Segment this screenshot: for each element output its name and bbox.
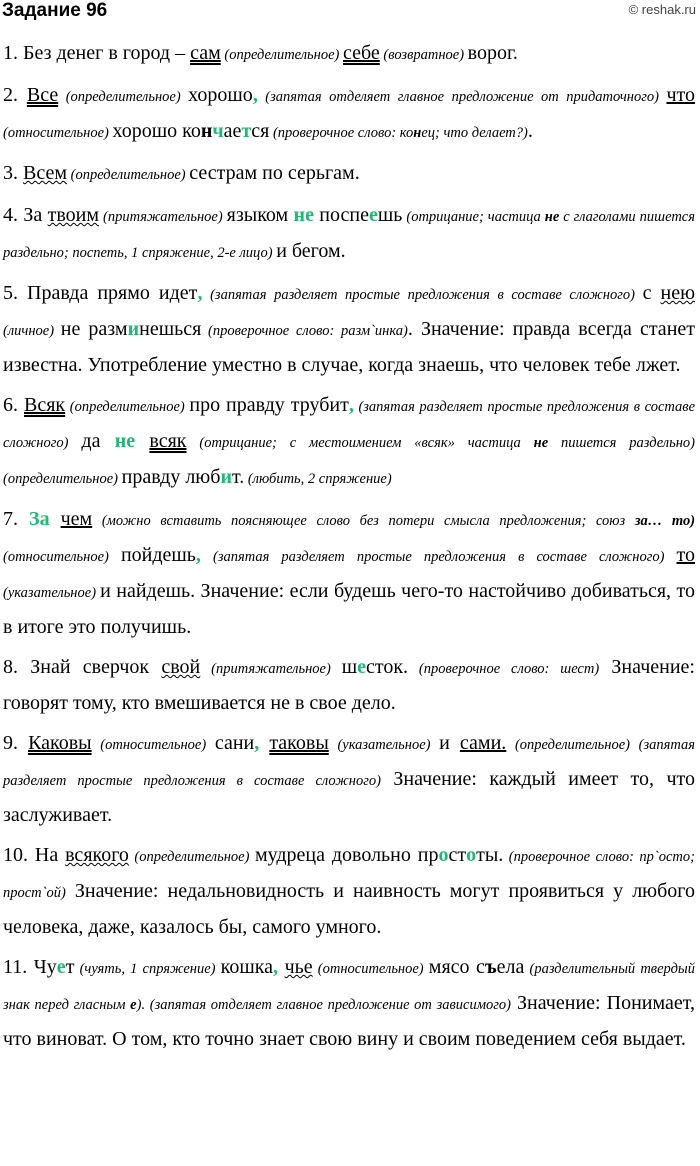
text-fragment: (личное) — [3, 323, 61, 339]
text-fragment: и — [127, 318, 140, 340]
text-fragment: не — [544, 209, 560, 225]
text-fragment: . Значение: правда всегда станет известна. Употребление уместно в случае, когда знаешь, что человек тебе лжет. — [3, 318, 696, 376]
text-fragment: Всем — [23, 162, 67, 184]
text-fragment: с — [642, 282, 661, 304]
text-fragment: 7. — [3, 508, 30, 530]
text-fragment: (отрицание; частица — [402, 209, 545, 225]
text-fragment — [50, 508, 61, 530]
answer-item-2 — [3, 78, 695, 150]
text-fragment: 6. — [3, 394, 24, 416]
text-fragment: 11. Чу — [3, 956, 57, 978]
text-fragment: (чуять, 1 спряжение) — [74, 961, 221, 977]
text-fragment: (возвратное) — [379, 47, 468, 63]
text-fragment: и — [439, 732, 460, 754]
text-fragment: Значение: каждый имеет то, что заслуживает. — [3, 768, 695, 826]
text-fragment: т — [65, 956, 75, 978]
text-fragment: свой — [161, 656, 201, 678]
text-fragment: за… то) — [634, 513, 696, 529]
text-fragment: 8. Знай сверчок — [3, 656, 162, 678]
text-fragment: правду люб — [121, 466, 221, 488]
text-fragment: 4. За — [3, 204, 48, 226]
text-fragment: (относительное) — [3, 125, 113, 141]
text-fragment: ся — [251, 120, 270, 142]
text-fragment: (проверочное слово: разм`инка) — [201, 323, 408, 339]
text-fragment: и — [220, 466, 232, 488]
text-fragment: (запятая разделяет простые предложения в составе сложного) — [202, 287, 643, 303]
text-fragment: (определительное) — [128, 849, 255, 865]
text-fragment: языком — [226, 204, 294, 226]
text-fragment: твоим — [47, 204, 100, 226]
text-fragment: (отрицание; с местоимением «всяк» частица — [186, 435, 534, 451]
text-fragment: т. — [231, 466, 245, 488]
text-fragment: Всяк — [24, 394, 66, 416]
text-fragment: и бегом. — [276, 240, 346, 262]
text-fragment: (относительное) — [91, 737, 215, 753]
text-fragment: ела — [496, 956, 525, 978]
text-fragment: 9. — [3, 732, 29, 754]
task-title: Задание 96 — [2, 0, 108, 21]
text-fragment: , — [195, 544, 201, 566]
text-fragment: себе — [343, 42, 380, 64]
answer-item-6 — [3, 388, 695, 496]
text-fragment: всяк — [149, 430, 187, 452]
text-fragment: . — [527, 120, 533, 142]
text-fragment: о — [438, 844, 449, 866]
text-fragment: , — [197, 282, 203, 304]
text-fragment: 1. Без денег в город – — [3, 42, 191, 64]
site-credit: © reshak.ru — [628, 2, 696, 17]
text-fragment: ворог. — [467, 42, 518, 64]
text-fragment: хорошо — [188, 84, 253, 106]
text-fragment: (притяжательное) — [200, 661, 342, 677]
text-fragment: 2. — [3, 84, 27, 106]
text-fragment — [259, 732, 269, 754]
text-fragment: , — [252, 84, 258, 106]
text-fragment: (определительное) — [65, 399, 190, 415]
text-fragment: ты. — [476, 844, 504, 866]
text-fragment: мясо с — [428, 956, 485, 978]
text-fragment: (определительное) — [220, 47, 343, 63]
text-fragment: что — [666, 84, 695, 106]
text-fragment: (запятая разделяет простые предложения в составе сложного) — [3, 399, 696, 451]
text-fragment: т — [241, 120, 252, 142]
text-fragment: (разделительный твердый знак перед гласным — [3, 961, 696, 1013]
text-fragment: и найдешь. Значение: если будешь чего-то настойчиво добиваться, то в итоге это получишь. — [3, 580, 695, 638]
text-fragment: , — [273, 956, 279, 978]
text-fragment: не — [114, 430, 136, 452]
text-fragment: да — [81, 430, 115, 452]
text-fragment: пишется раздельно) (определительное) — [3, 435, 695, 487]
answer-item-3 — [3, 156, 695, 192]
answer-item-10 — [3, 838, 695, 944]
text-fragment: (относительное) — [3, 549, 121, 565]
text-fragment: , — [254, 732, 260, 754]
text-fragment: 5. Правда прямо идет — [3, 282, 198, 304]
text-fragment: ец; что делает?) — [421, 125, 528, 141]
text-fragment: (проверочное слово: пр`осто; прост`ой) — [3, 849, 695, 901]
text-fragment: н — [413, 125, 422, 141]
text-fragment: с глаголами пишется раздельно; поспеть, 1 спряжение, 2-е лицо) — [3, 209, 695, 261]
text-fragment: ). (запятая отделяет главное предложение от зависимого) — [136, 997, 511, 1013]
text-fragment: сток. — [365, 656, 409, 678]
text-fragment: (можно вставить поясняющее слово без потери смысла предложения; союз — [92, 513, 635, 529]
text-fragment: ъ — [484, 956, 497, 978]
text-fragment: Значение: Понимает, что виноват. О том, кто точно знает свою вину и своим поведением себя выдает. — [3, 992, 695, 1050]
text-fragment: поспе — [313, 204, 369, 226]
text-fragment: (запятая отделяет главное предложение от придаточного) — [257, 89, 667, 105]
text-fragment: нешься — [139, 318, 202, 340]
page-header — [0, 0, 700, 28]
text-fragment: не — [533, 435, 549, 451]
text-fragment: (притяжательное) — [99, 209, 227, 225]
answer-list — [3, 36, 695, 1062]
text-fragment: (любить, 2 спряжение) — [244, 471, 392, 487]
text-fragment: (определительное) — [58, 89, 189, 105]
text-fragment: е — [130, 997, 137, 1013]
text-fragment: (проверочное слово: шест) — [408, 661, 600, 677]
text-fragment — [135, 430, 149, 452]
text-fragment: (определительное) — [67, 167, 190, 183]
text-fragment: 3. — [3, 162, 23, 184]
text-fragment: сами. — [459, 732, 507, 754]
text-fragment: таковы — [269, 732, 329, 754]
text-fragment: Все — [26, 84, 59, 106]
text-fragment: не — [293, 204, 314, 226]
answer-item-8 — [3, 650, 695, 720]
text-fragment: шь — [377, 204, 403, 226]
text-fragment: про правду трубит — [189, 394, 349, 416]
text-fragment: Каковы — [28, 732, 92, 754]
text-fragment: (указательное) — [3, 585, 101, 601]
answer-item-1 — [3, 36, 695, 72]
text-fragment: сам — [190, 42, 221, 64]
text-fragment: Значение: недальновидность и наивность могут проявиться у любого человека, даже, казалось бы, самого умного. — [3, 880, 695, 938]
text-fragment: е — [357, 656, 366, 678]
text-fragment: (проверочное слово: ко — [269, 125, 414, 141]
text-fragment: мудреца довольно пр — [254, 844, 439, 866]
text-fragment: сани — [214, 732, 255, 754]
text-fragment: чем — [60, 508, 93, 530]
text-fragment: всякого — [65, 844, 129, 866]
text-fragment: (относительное) — [312, 961, 429, 977]
text-fragment: чье — [284, 956, 313, 978]
answer-item-4 — [3, 198, 695, 270]
text-fragment: (указательное) — [328, 737, 440, 753]
text-fragment: ч — [212, 120, 224, 142]
text-fragment: (определительное) (запятая разделяет простые предложения в составе сложного) — [3, 737, 696, 789]
text-fragment: е — [56, 956, 66, 978]
text-fragment: не разм — [60, 318, 128, 340]
text-fragment: ст — [448, 844, 467, 866]
text-fragment: нею — [660, 282, 696, 304]
text-fragment: пойдешь — [120, 544, 196, 566]
text-fragment: 10. На — [3, 844, 66, 866]
answer-item-9 — [3, 726, 695, 832]
text-fragment: ш — [341, 656, 358, 678]
text-fragment: Значение: говорят тому, кто вмешивается не в свое дело. — [3, 656, 695, 714]
text-fragment: хорошо ко — [112, 120, 201, 142]
text-fragment: сестрам по серьгам. — [189, 162, 360, 184]
answer-item-11 — [3, 950, 695, 1056]
text-fragment: н — [200, 120, 213, 142]
text-fragment: то — [676, 544, 696, 566]
text-fragment: , — [348, 394, 354, 416]
text-fragment: кошка — [220, 956, 274, 978]
text-fragment: е — [368, 204, 378, 226]
text-fragment: (запятая разделяет простые предложения в составе сложного) — [200, 549, 677, 565]
answer-item-7 — [3, 502, 695, 644]
text-fragment: За — [29, 508, 50, 530]
text-fragment: ае — [223, 120, 242, 142]
text-fragment: о — [466, 844, 477, 866]
answer-item-5 — [3, 276, 695, 382]
